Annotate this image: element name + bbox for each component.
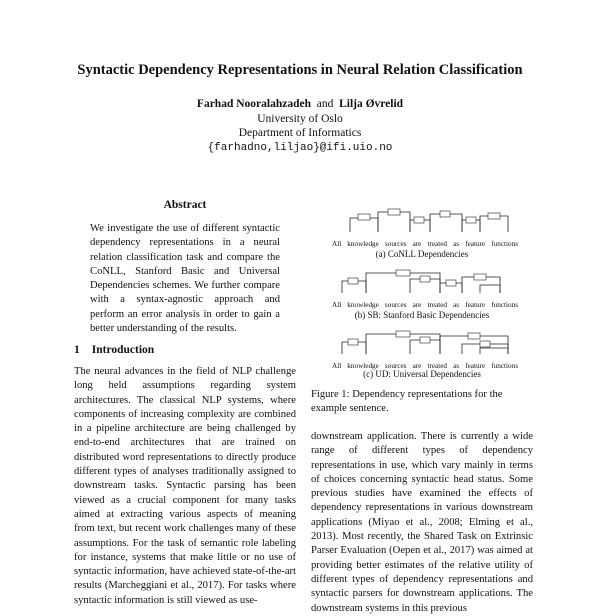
- author-email: {farhadno,liljao}@ifi.uio.no: [207, 141, 393, 154]
- word: knowledge: [347, 362, 379, 370]
- abstract-text: We investigate the use of different syntactic dependency representations in a neural relation classification task and compare the CoNLL, Stanford Basic and Universal Dependencies schemes. We further compare with a syntax-agnostic approach and perform an error analysis in order to gain a better understanding of the results.: [90, 223, 280, 335]
- conll-dependency-arcs: [330, 208, 520, 235]
- affiliation-university: University of Oslo: [257, 112, 343, 125]
- word: sources: [384, 240, 407, 248]
- word: functions: [491, 240, 518, 248]
- figure-subcaption-a: (a) CoNLL Dependencies: [375, 249, 469, 259]
- word: All: [332, 362, 342, 370]
- figure-conll-arcs: [330, 208, 520, 248]
- word: sources: [384, 362, 407, 370]
- introduction-text: The neural advances in the field of NLP challenge long held assumptions regarding system architectures. The classical NLP systems, where components of increasing complexity are combined in a pipeline architecture are being challenged by end-to-end architectures that are trained on distributed word representations to directly produce different types of analyses traditionally assigned to downstream tasks. Syntactic parsing has been viewed as a crucial component for many tasks aimed at extracting various aspects of meaning from text, but recent work challenges many of these assumptions. For the task of semantic role labeling for instance, systems that make little or no use of syntactic information, have achieved state-of-the-art results (Marcheggiani et al., 2017). For tasks where syntactic information is still viewed as use-: [74, 366, 296, 606]
- word: feature: [465, 240, 486, 248]
- figure-caption: Figure 1: Dependency representations for the example sentence.: [311, 389, 503, 414]
- figure-subcaption-b: (b) SB: Stanford Basic Dependencies: [354, 310, 490, 320]
- right-column-text: downstream application. There is currently a wide range of different types of dependency representations in use, which vary mainly in terms of choices concerning syntactic head status. Some previous studies have examined the effects of dependency representations in various downstream applications (Miyao et al., 2008; Elming et al., 2013). Most recently, the Shared Task on Extrinsic Parser Evaluation (Oepen et al., 2017) was aimed at providing better estimates of the relative utility of different types of dependency representations and syntactic parsers for downstream applications. The downstream systems in this previous: [311, 431, 533, 614]
- sentence-words-b: [330, 301, 520, 309]
- word: as: [453, 240, 460, 248]
- word: are: [412, 240, 422, 248]
- word: treated: [427, 240, 448, 248]
- word: as: [453, 301, 460, 309]
- section-heading-introduction: [74, 344, 166, 356]
- word: functions: [491, 301, 518, 309]
- stanford-dependency-arcs: [330, 269, 520, 296]
- word: knowledge: [347, 240, 379, 248]
- section-title: Introduction: [91, 344, 155, 356]
- figure-subcaption-c: (c) UD: Universal Dependencies: [363, 369, 481, 379]
- word: sources: [384, 301, 407, 309]
- word: feature: [465, 362, 486, 370]
- word: feature: [465, 301, 486, 309]
- word: are: [412, 301, 422, 309]
- word: functions: [491, 362, 518, 370]
- word: All: [332, 301, 342, 309]
- word: All: [332, 240, 342, 248]
- affiliation-department: Department of Informatics: [238, 127, 362, 140]
- author-conjunction: and: [316, 98, 334, 110]
- abstract-heading: Abstract: [163, 199, 207, 211]
- word: knowledge: [347, 301, 379, 309]
- word: as: [453, 362, 460, 370]
- paper-title: Syntactic Dependency Representations in Neural Relation Classification: [77, 62, 523, 78]
- figure-ud-arcs: [330, 330, 520, 370]
- section-number: 1: [74, 344, 80, 356]
- author-block: [0, 97, 600, 155]
- ud-dependency-arcs: [330, 330, 520, 357]
- word: treated: [427, 362, 448, 370]
- author-1: Farhad Nooralahzadeh: [196, 98, 311, 110]
- figure-stanford-arcs: [330, 269, 520, 309]
- author-2: Lilja Øvrelid: [339, 98, 404, 110]
- word: treated: [427, 301, 448, 309]
- sentence-words-a: [330, 240, 520, 248]
- word: are: [412, 362, 422, 370]
